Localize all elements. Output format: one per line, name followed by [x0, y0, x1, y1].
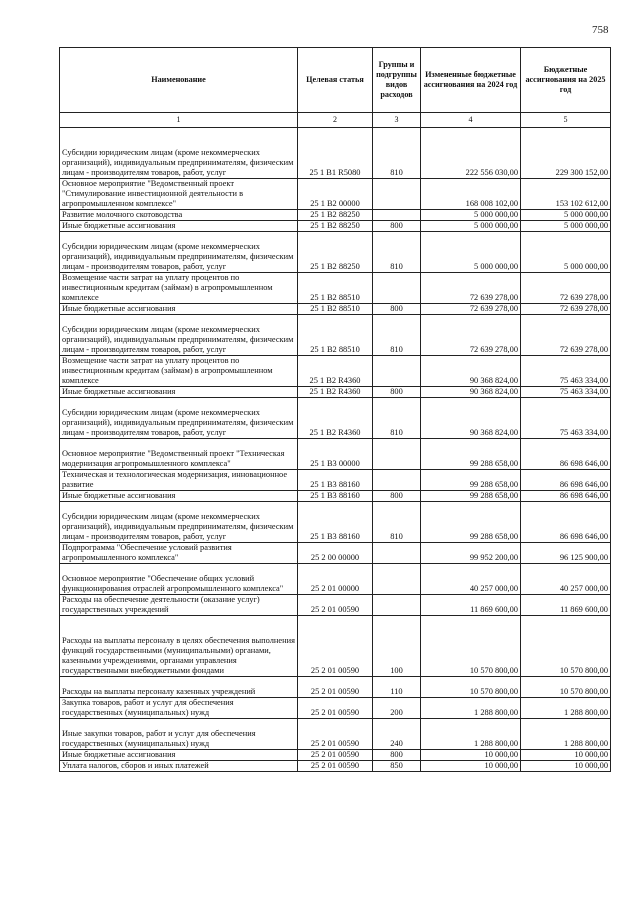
row-name: Иные бюджетные ассигнования	[60, 221, 298, 232]
row-expense-group: 800	[373, 221, 421, 232]
column-number: 5	[521, 113, 611, 128]
row-expense-group: 200	[373, 698, 421, 719]
row-name: Субсидии юридическим лицам (кроме некоммерческих организаций), индивидуальным предпринимателям, физическим лицам - производителям товаров, работ, услуг	[60, 398, 298, 439]
header-expense-group: Группы и подгруппы видов расходов	[373, 48, 421, 113]
table-row	[60, 761, 611, 772]
row-amount-2025: 86 698 646,00	[521, 470, 611, 491]
row-expense-group: 810	[373, 502, 421, 543]
row-amount-2025: 72 639 278,00	[521, 315, 611, 356]
row-target-article: 25 1 B2 88510	[298, 273, 373, 304]
row-amount-2025: 86 698 646,00	[521, 439, 611, 470]
row-amount-2024: 222 556 030,00	[421, 128, 521, 179]
table-row	[60, 273, 611, 304]
row-amount-2024: 99 288 658,00	[421, 439, 521, 470]
row-amount-2025: 1 288 800,00	[521, 698, 611, 719]
row-amount-2024: 90 368 824,00	[421, 398, 521, 439]
row-name: Субсидии юридическим лицам (кроме некоммерческих организаций), индивидуальным предпринимателям, физическим лицам - производителям товаров, работ, услуг	[60, 128, 298, 179]
table-row	[60, 128, 611, 179]
row-expense-group	[373, 273, 421, 304]
column-number: 1	[60, 113, 298, 128]
row-amount-2025: 75 463 334,00	[521, 398, 611, 439]
row-amount-2024: 1 288 800,00	[421, 698, 521, 719]
row-expense-group: 240	[373, 719, 421, 750]
row-name: Основное мероприятие "Ведомственный проект "Стимулирование инвестиционной деятельности в агропромышленном комплексе"	[60, 179, 298, 210]
table-row	[60, 543, 611, 564]
row-amount-2024: 90 368 824,00	[421, 356, 521, 387]
table-row	[60, 232, 611, 273]
table-row	[60, 387, 611, 398]
row-target-article: 25 1 B3 88160	[298, 470, 373, 491]
row-name: Возмещение части затрат на уплату процентов по инвестиционным кредитам (займам) в агропромышленном комплексе	[60, 273, 298, 304]
row-amount-2024: 10 570 800,00	[421, 677, 521, 698]
row-expense-group: 850	[373, 761, 421, 772]
row-name: Субсидии юридическим лицам (кроме некоммерческих организаций), индивидуальным предпринимателям, физическим лицам - производителям товаров, работ, услуг	[60, 502, 298, 543]
row-amount-2025: 72 639 278,00	[521, 304, 611, 315]
row-amount-2025: 40 257 000,00	[521, 564, 611, 595]
row-name: Основное мероприятие "Ведомственный проект "Техническая модернизация агропромышленного комплекса"	[60, 439, 298, 470]
row-target-article: 25 1 B1 R5080	[298, 128, 373, 179]
row-expense-group	[373, 356, 421, 387]
table-row	[60, 439, 611, 470]
table-row	[60, 677, 611, 698]
table-row	[60, 595, 611, 616]
row-expense-group	[373, 179, 421, 210]
row-amount-2025: 5 000 000,00	[521, 210, 611, 221]
row-name: Субсидии юридическим лицам (кроме некоммерческих организаций), индивидуальным предпринимателям, физическим лицам - производителям товаров, работ, услуг	[60, 315, 298, 356]
row-expense-group	[373, 564, 421, 595]
column-number: 4	[421, 113, 521, 128]
row-target-article: 25 1 B3 88160	[298, 502, 373, 543]
table-row	[60, 179, 611, 210]
row-target-article: 25 1 B2 88250	[298, 221, 373, 232]
page-number: 758	[592, 24, 609, 36]
column-number: 2	[298, 113, 373, 128]
row-expense-group: 800	[373, 387, 421, 398]
row-name: Техническая и технологическая модернизация, инновационное развитие	[60, 470, 298, 491]
row-amount-2025: 153 102 612,00	[521, 179, 611, 210]
row-amount-2024: 11 869 600,00	[421, 595, 521, 616]
row-amount-2024: 40 257 000,00	[421, 564, 521, 595]
row-expense-group: 800	[373, 304, 421, 315]
row-amount-2025: 11 869 600,00	[521, 595, 611, 616]
row-amount-2024: 10 570 800,00	[421, 616, 521, 677]
row-expense-group	[373, 543, 421, 564]
row-name: Подпрограмма "Обеспечение условий развития агропромышленного комплекса"	[60, 543, 298, 564]
header-amount-2024: Измененные бюджетные ассигнования на 2024 год	[421, 48, 521, 113]
row-amount-2024: 72 639 278,00	[421, 273, 521, 304]
table-row	[60, 356, 611, 387]
row-amount-2025: 10 000,00	[521, 761, 611, 772]
row-expense-group: 810	[373, 315, 421, 356]
row-target-article: 25 1 B2 R4360	[298, 387, 373, 398]
table-row	[60, 750, 611, 761]
table-row	[60, 502, 611, 543]
row-name: Иные закупки товаров, работ и услуг для обеспечения государственных (муниципальных) нужд	[60, 719, 298, 750]
row-amount-2025: 5 000 000,00	[521, 232, 611, 273]
row-expense-group	[373, 439, 421, 470]
row-target-article: 25 2 01 00590	[298, 761, 373, 772]
row-amount-2024: 99 288 658,00	[421, 491, 521, 502]
row-expense-group	[373, 595, 421, 616]
row-expense-group: 810	[373, 128, 421, 179]
row-amount-2025: 96 125 900,00	[521, 543, 611, 564]
table-header-row	[60, 48, 611, 113]
table-row	[60, 221, 611, 232]
row-amount-2024: 10 000,00	[421, 750, 521, 761]
row-expense-group: 810	[373, 398, 421, 439]
table-row	[60, 491, 611, 502]
header-amount-2025: Бюджетные ассигнования на 2025 год	[521, 48, 611, 113]
row-name: Уплата налогов, сборов и иных платежей	[60, 761, 298, 772]
row-amount-2024: 10 000,00	[421, 761, 521, 772]
row-amount-2025: 1 288 800,00	[521, 719, 611, 750]
row-amount-2025: 86 698 646,00	[521, 502, 611, 543]
table-row	[60, 564, 611, 595]
row-expense-group: 100	[373, 616, 421, 677]
table-row	[60, 398, 611, 439]
row-amount-2025: 10 000,00	[521, 750, 611, 761]
row-amount-2024: 5 000 000,00	[421, 210, 521, 221]
table-row	[60, 315, 611, 356]
row-expense-group: 800	[373, 750, 421, 761]
row-name: Расходы на выплаты персоналу казенных учреждений	[60, 677, 298, 698]
header-name: Наименование	[60, 48, 298, 113]
row-amount-2024: 72 639 278,00	[421, 315, 521, 356]
row-name: Иные бюджетные ассигнования	[60, 387, 298, 398]
row-name: Развитие молочного скотоводства	[60, 210, 298, 221]
row-name: Основное мероприятие "Обеспечение общих условий функционирования отраслей агропромышленного комплекса"	[60, 564, 298, 595]
row-amount-2025: 10 570 800,00	[521, 677, 611, 698]
row-amount-2024: 72 639 278,00	[421, 304, 521, 315]
row-amount-2025: 75 463 334,00	[521, 387, 611, 398]
row-name: Иные бюджетные ассигнования	[60, 750, 298, 761]
row-expense-group: 110	[373, 677, 421, 698]
row-amount-2024: 5 000 000,00	[421, 232, 521, 273]
row-target-article: 25 1 B2 88510	[298, 304, 373, 315]
row-target-article: 25 1 B3 88160	[298, 491, 373, 502]
row-target-article: 25 1 B2 88510	[298, 315, 373, 356]
row-target-article: 25 1 B2 88250	[298, 210, 373, 221]
row-expense-group: 810	[373, 232, 421, 273]
row-name: Субсидии юридическим лицам (кроме некоммерческих организаций), индивидуальным предпринимателям, физическим лицам - производителям товаров, работ, услуг	[60, 232, 298, 273]
table-row	[60, 210, 611, 221]
row-expense-group	[373, 470, 421, 491]
row-amount-2024: 5 000 000,00	[421, 221, 521, 232]
row-name: Закупка товаров, работ и услуг для обеспечения государственных (муниципальных) нужд	[60, 698, 298, 719]
row-name: Расходы на выплаты персоналу в целях обеспечения выполнения функций государственными (муниципальными) органами, казенными учреждениями, органами управления государственными внебюджетными фондами	[60, 616, 298, 677]
row-amount-2024: 99 288 658,00	[421, 470, 521, 491]
row-target-article: 25 2 01 00000	[298, 564, 373, 595]
row-amount-2024: 99 288 658,00	[421, 502, 521, 543]
row-amount-2025: 86 698 646,00	[521, 491, 611, 502]
row-target-article: 25 2 01 00590	[298, 616, 373, 677]
row-name: Возмещение части затрат на уплату процентов по инвестиционным кредитам (займам) в агропромышленном комплексе	[60, 356, 298, 387]
row-expense-group: 800	[373, 491, 421, 502]
budget-table	[59, 47, 611, 772]
row-name: Иные бюджетные ассигнования	[60, 304, 298, 315]
row-target-article: 25 1 B3 00000	[298, 439, 373, 470]
row-amount-2025: 5 000 000,00	[521, 221, 611, 232]
row-target-article: 25 2 01 00590	[298, 677, 373, 698]
row-target-article: 25 2 01 00590	[298, 719, 373, 750]
row-amount-2024: 1 288 800,00	[421, 719, 521, 750]
row-target-article: 25 2 01 00590	[298, 595, 373, 616]
table-row	[60, 470, 611, 491]
row-amount-2024: 168 008 102,00	[421, 179, 521, 210]
table-row	[60, 719, 611, 750]
row-target-article: 25 1 B2 R4360	[298, 398, 373, 439]
row-amount-2025: 72 639 278,00	[521, 273, 611, 304]
header-target-article: Целевая статья	[298, 48, 373, 113]
row-amount-2025: 75 463 334,00	[521, 356, 611, 387]
row-amount-2024: 90 368 824,00	[421, 387, 521, 398]
row-target-article: 25 1 B2 00000	[298, 179, 373, 210]
table-row	[60, 616, 611, 677]
row-target-article: 25 2 01 00590	[298, 698, 373, 719]
row-name: Иные бюджетные ассигнования	[60, 491, 298, 502]
row-expense-group	[373, 210, 421, 221]
row-name: Расходы на обеспечение деятельности (оказание услуг) государственных учреждений	[60, 595, 298, 616]
row-target-article: 25 1 B2 R4360	[298, 356, 373, 387]
row-amount-2025: 10 570 800,00	[521, 616, 611, 677]
column-numbers-row	[60, 113, 611, 128]
table-row	[60, 304, 611, 315]
column-number: 3	[373, 113, 421, 128]
row-target-article: 25 2 01 00590	[298, 750, 373, 761]
row-amount-2024: 99 952 200,00	[421, 543, 521, 564]
row-target-article: 25 1 B2 88250	[298, 232, 373, 273]
table-row	[60, 698, 611, 719]
row-target-article: 25 2 00 00000	[298, 543, 373, 564]
row-amount-2025: 229 300 152,00	[521, 128, 611, 179]
